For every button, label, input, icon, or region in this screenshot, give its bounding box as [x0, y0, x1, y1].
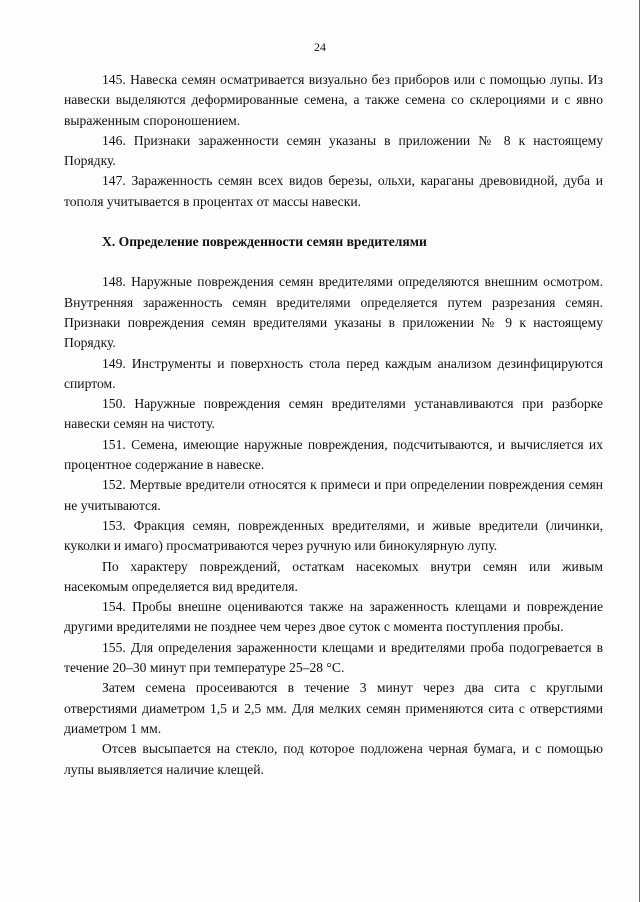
paragraph-153-continuation: По характеру повреждений, остаткам насекомых внутри семян или живым насекомым определяется вид вредителя. — [64, 558, 603, 594]
paragraph-145: 145. Навеска семян осматривается визуально без приборов или с помощью лупы. Из навески выделяются деформированные семена, а также семена со склероциями и с явно выраженным спороношением. — [64, 72, 603, 128]
paragraph-147: 147. Зараженность семян всех видов березы, ольхи, караганы древовидной, дуба и тополя учитывается в процентах от массы навески. — [64, 173, 603, 209]
section-heading: X. Определение поврежденности семян вредителями — [102, 234, 427, 250]
paragraph-155-sieving: Затем семена просеиваются в течение 3 минут через два сита с круглыми отверстиями диаметром 1,5 и 2,5 мм. Для мелких семян применяются сита с отверстиями диаметром 1 мм. — [64, 680, 603, 736]
document-body — [64, 70, 603, 780]
paragraph-149: 149. Инструменты и поверхность стола перед каждым анализом дезинфицируются спиртом. — [64, 355, 603, 391]
section-heading-block — [64, 232, 603, 252]
paragraph-155-screening: Отсев высыпается на стекло, под которое подложена черная бумага, и с помощью лупы выявляется наличие клещей. — [64, 741, 603, 777]
paragraph-146: 146. Признаки зараженности семян указаны в приложении № 8 к настоящему Порядку. — [64, 132, 603, 169]
paragraph-150: 150. Наружные повреждения семян вредителями устанавливаются при разборке навески семян на чистоту. — [64, 396, 603, 432]
paragraph-153: 153. Фракция семян, поврежденных вредителями, и живые вредители (личинки, куколки и имаго) просматриваются через ручную или бинокулярную лупу. — [64, 517, 603, 554]
paragraph-152: 152. Мертвые вредители относятся к примеси и при определении повреждения семян не учитываются. — [64, 477, 603, 513]
paragraph-151: 151. Семена, имеющие наружные повреждения, подсчитываются, и вычисляется их процентное содержание в навеске. — [64, 436, 603, 473]
page-number: 24 — [314, 40, 326, 54]
paragraph-148: 148. Наружные повреждения семян вредителями определяются внешним осмотром. Внутренняя зараженность семян вредителями определяется путем разрезания семян. Признаки повреждения семян вредителями указаны в приложении № 9 к настоящему Порядку. — [64, 274, 603, 351]
paragraph-154: 154. Пробы внешне оцениваются также на зараженность клещами и повреждение другими вредителями не позднее чем через двое суток с момента поступления пробы. — [64, 599, 603, 635]
paragraph-155: 155. Для определения зараженности клещами и вредителями проба подогревается в течение 20–30 минут при температуре 25–28 °С. — [64, 639, 603, 676]
